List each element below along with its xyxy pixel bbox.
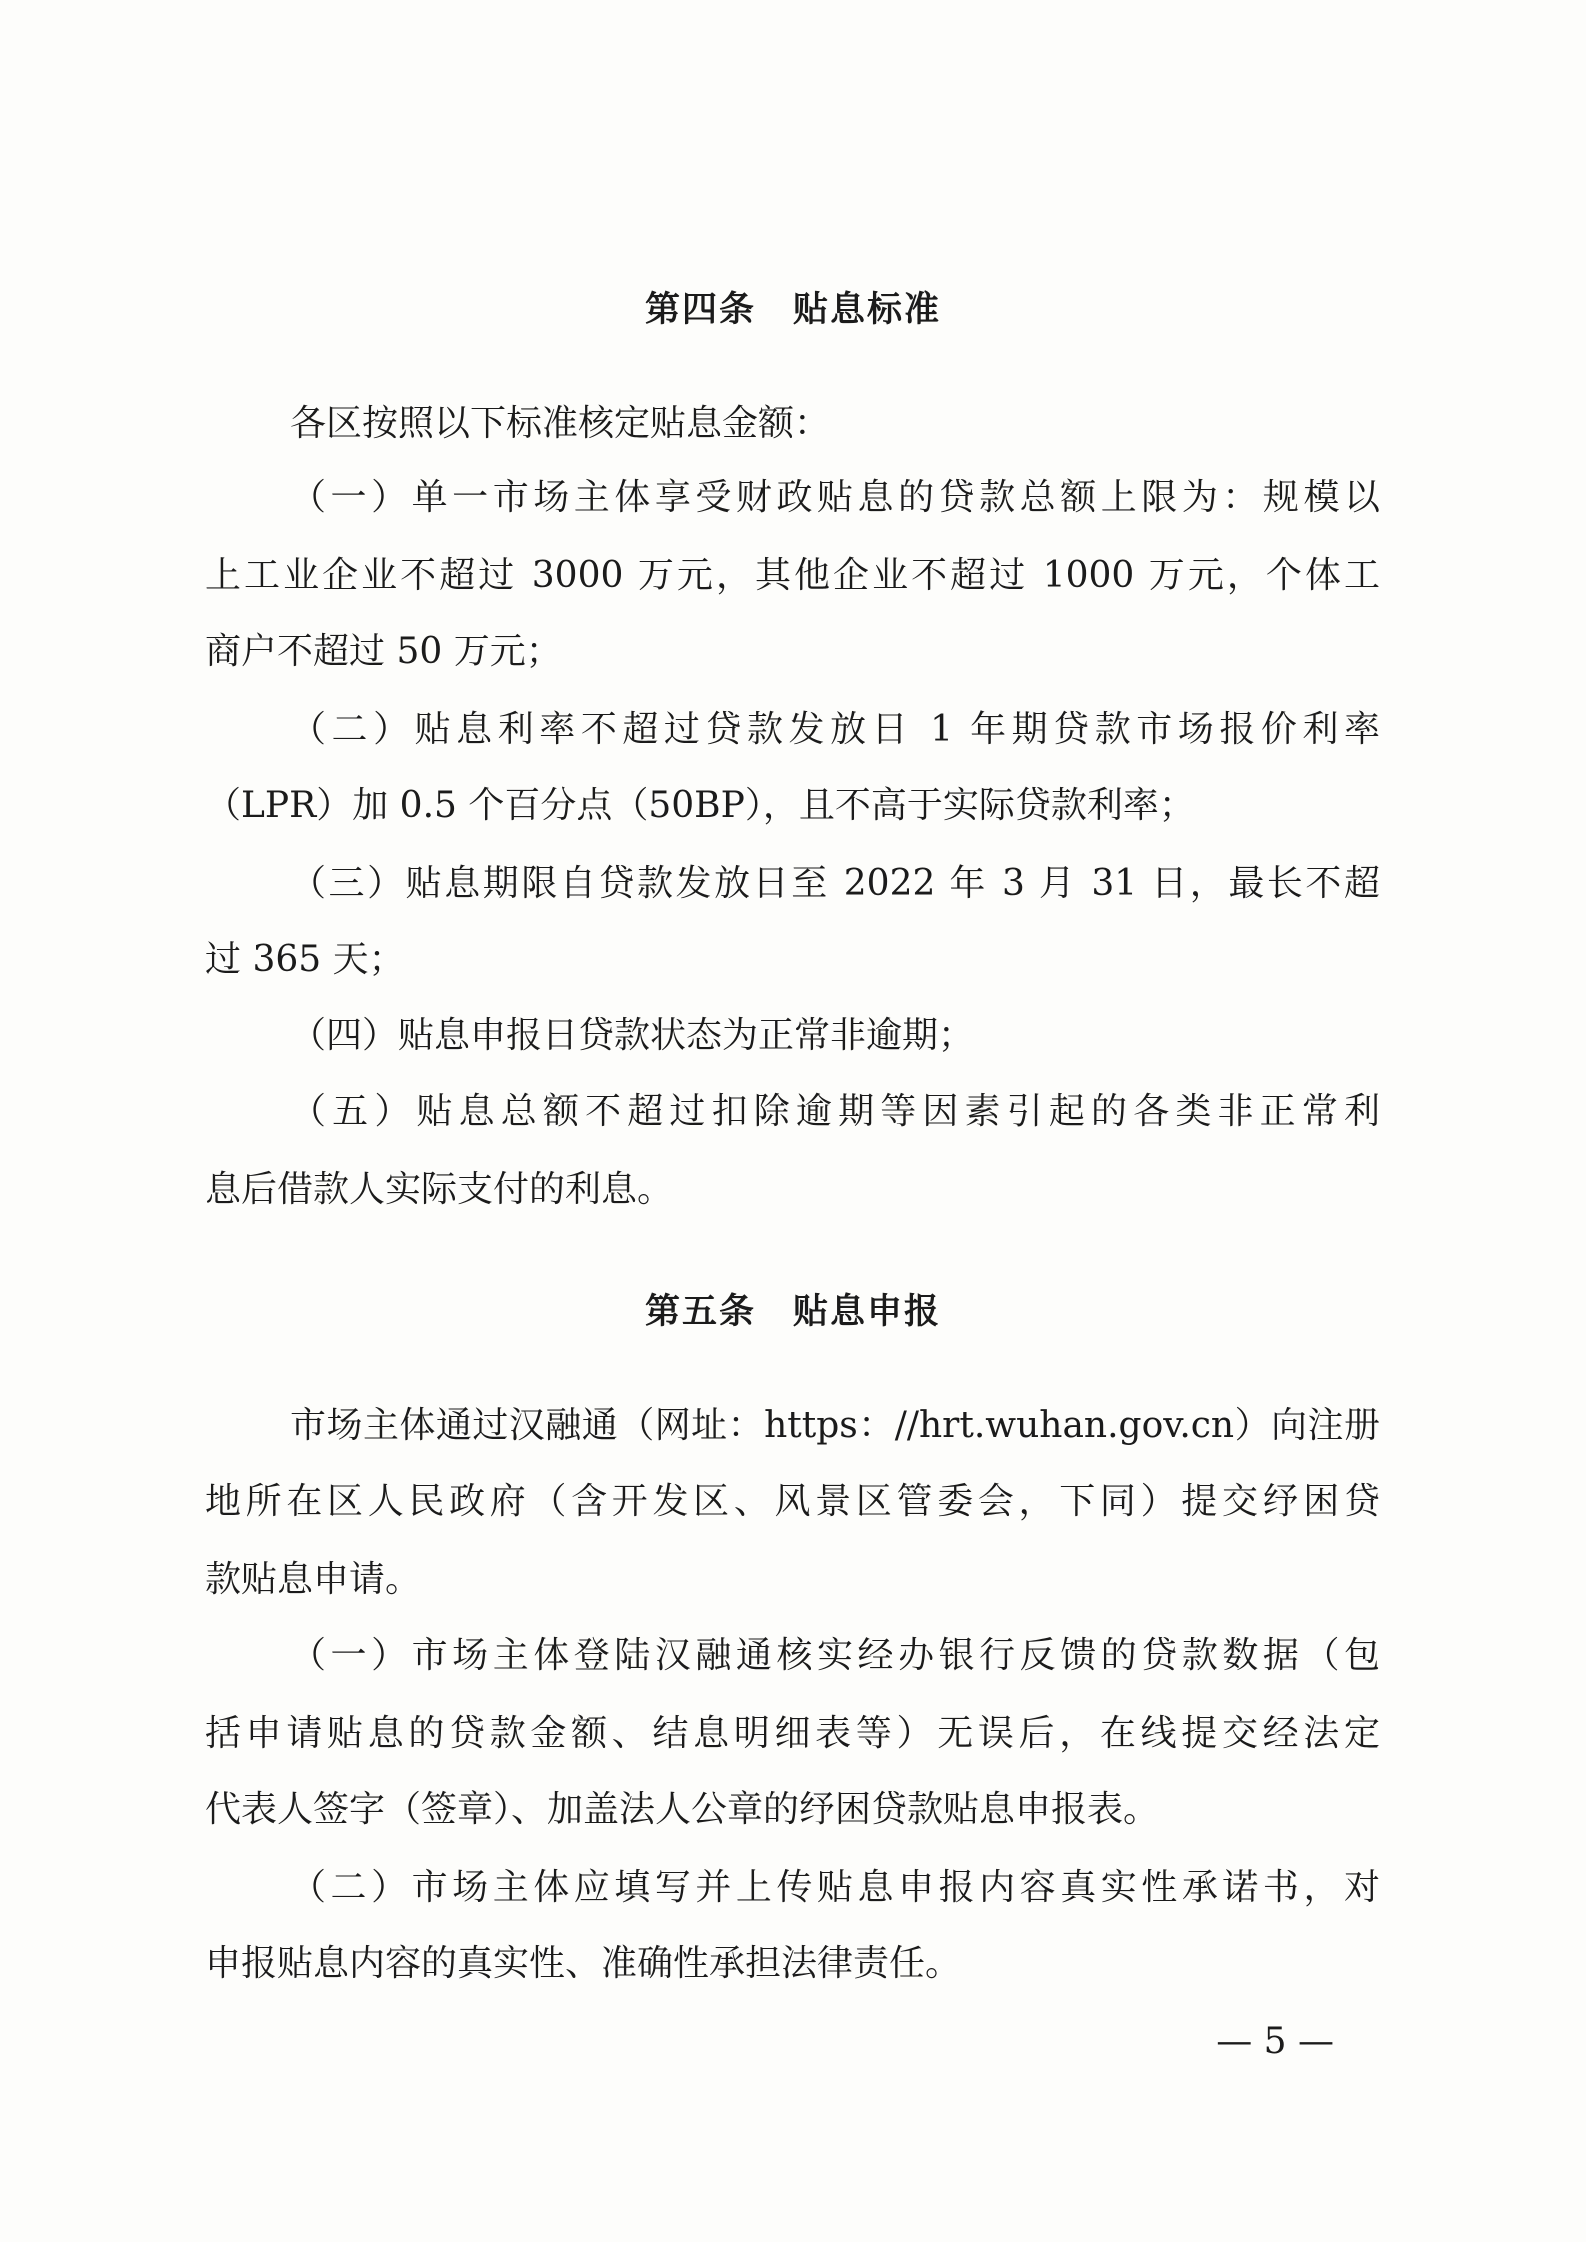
section-4-line: 过 365 天； — [205, 939, 405, 980]
section-5-line: 代表人签字（签章）、加盖法人公章的纾困贷款贴息申报表。 — [205, 1789, 1160, 1830]
section-4-line: 各区按照以下标准核定贴息金额： — [290, 403, 831, 444]
section-5-line: 款贴息申请。 — [205, 1559, 422, 1600]
section-4-line: 商户不超过 50 万元； — [205, 631, 562, 672]
section-4-line: （LPR）加 0.5 个百分点（50BP），且不高于实际贷款利率； — [205, 785, 1195, 826]
section-5-line: 市场主体通过汉融通（网址：https：//hrt.wuhan.gov.cn）向注册 — [290, 1405, 1380, 1446]
section-4-line: （二）贴息利率不超过贷款发放日 1 年期贷款市场报价利率 — [290, 709, 1380, 750]
section-5-line: （一）市场主体登陆汉融通核实经办银行反馈的贷款数据（包 — [290, 1635, 1380, 1676]
section-5-line: （二）市场主体应填写并上传贴息申报内容真实性承诺书，对 — [290, 1867, 1380, 1908]
section-4-line: （三）贴息期限自贷款发放日至 2022 年 3 月 31 日，最长不超 — [290, 863, 1380, 904]
section-4-line: 息后借款人实际支付的利息。 — [205, 1169, 674, 1210]
section-5-line: 括申请贴息的贷款金额、结息明细表等）无误后，在线提交经法定 — [205, 1713, 1380, 1754]
section-5-line: 地所在区人民政府（含开发区、风景区管委会，下同）提交纾困贷 — [205, 1481, 1380, 1522]
section-4-line: （四）贴息申报日贷款状态为正常非逾期； — [290, 1015, 975, 1056]
page-number: — 5 — — [1216, 2021, 1334, 2062]
section-4-line: 上工业企业不超过 3000 万元，其他企业不超过 1000 万元，个体工 — [205, 555, 1380, 596]
section-4-line: （五）贴息总额不超过扣除逾期等因素引起的各类非正常利 — [290, 1091, 1380, 1132]
section-5-heading: 第五条 贴息申报 — [644, 1292, 941, 1332]
section-4-heading: 第四条 贴息标准 — [644, 290, 941, 330]
section-5-line: 申报贴息内容的真实性、准确性承担法律责任。 — [205, 1943, 962, 1984]
section-4-line: （一）单一市场主体享受财政贴息的贷款总额上限为：规模以 — [290, 477, 1380, 518]
